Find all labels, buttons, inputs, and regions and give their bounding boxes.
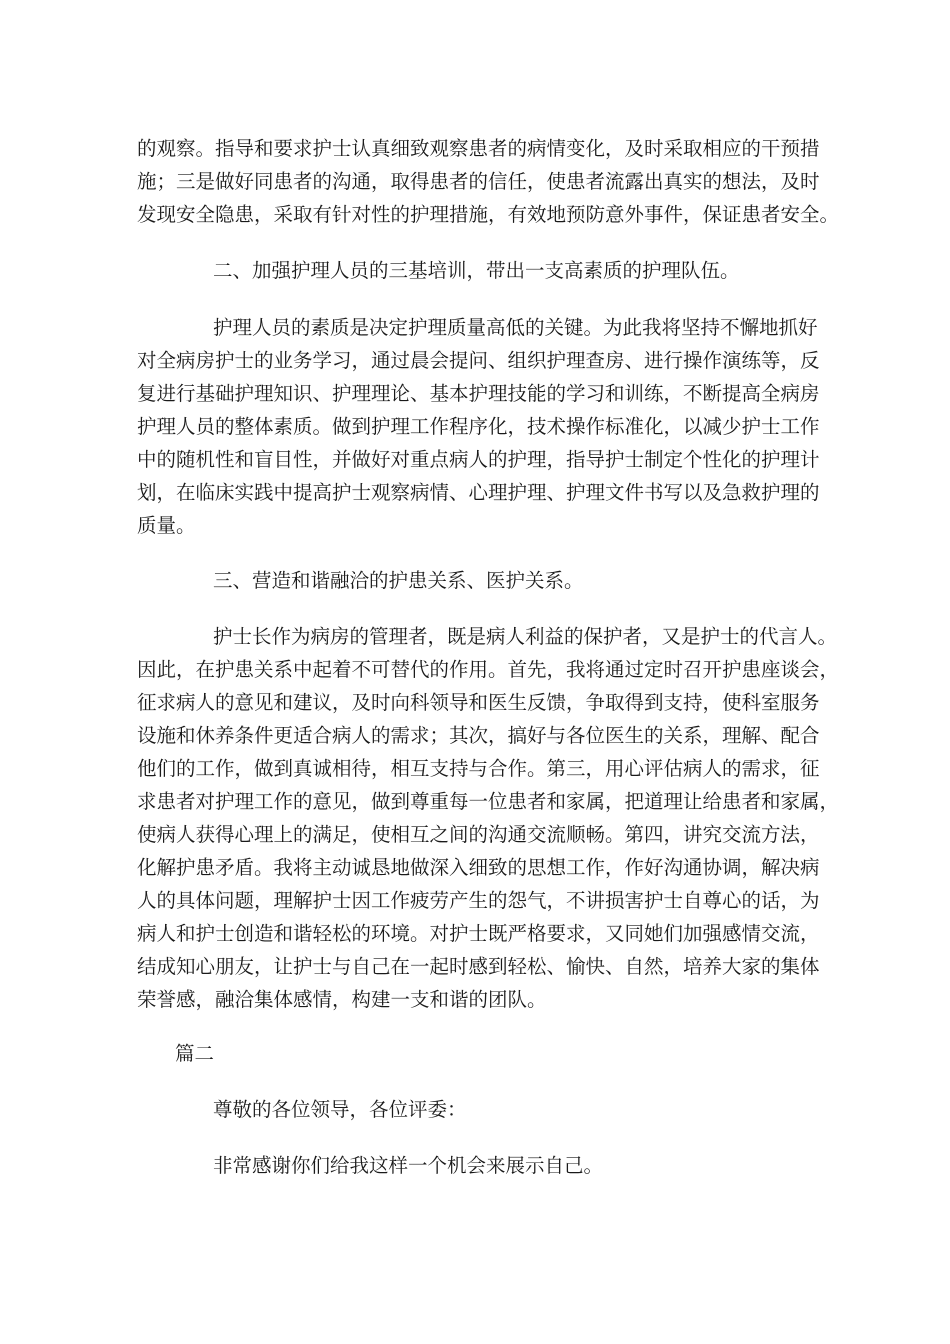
text-line: 非常感谢你们给我这样一个机会来展示自己。 — [213, 1154, 604, 1177]
text-line: 结成知心朋友，让护士与自己在一起时感到轻松、愉快、自然，培养大家的集体 — [137, 955, 820, 978]
text-line: 质量。 — [137, 514, 196, 537]
text-line: 发现安全隐患，采取有针对性的护理措施，有效地预防意外事件，保证患者安全。 — [137, 203, 840, 226]
text-line: 施；三是做好同患者的沟通，取得患者的信任，使患者流露出真实的想法，及时 — [137, 170, 820, 193]
text-line: 中的随机性和盲目性，并做好对重点病人的护理，指导护士制定个性化的护理计 — [137, 448, 820, 471]
text-line: 护理人员的素质是决定护理质量高低的关键。为此我将坚持不懈地抓好 — [213, 316, 818, 339]
salutation: 尊敬的各位领导，各位评委： — [213, 1098, 467, 1121]
text-line: 因此，在护患关系中起着不可替代的作用。首先，我将通过定时召开护患座谈会， — [137, 658, 840, 681]
text-line: 对全病房护士的业务学习，通过晨会提问、组织护理查房、进行操作演练等，反 — [137, 349, 820, 372]
text-line: 人的具体问题，理解护士因工作疲劳产生的怨气，不讲损害护士自尊心的话，为 — [137, 889, 820, 912]
section-heading: 二、加强护理人员的三基培训，带出一支高素质的护理队伍。 — [213, 259, 740, 282]
text-line: 划，在临床实践中提高护士观察病情、心理护理、护理文件书写以及急救护理的 — [137, 481, 820, 504]
text-line: 病人和护士创造和谐轻松的环境。对护士既严格要求，又同她们加强感情交流， — [137, 922, 820, 945]
text-line: 复进行基础护理知识、护理理论、基本护理技能的学习和训练，不断提高全病房 — [137, 382, 820, 405]
text-line: 护士长作为病房的管理者，既是病人利益的保护者，又是护士的代言人。 — [213, 625, 838, 648]
part-heading: 篇二 — [175, 1042, 215, 1065]
text-line: 护理人员的整体素质。做到护理工作程序化，技术操作标准化，以减少护士工作 — [137, 415, 820, 438]
text-line: 征求病人的意见和建议，及时向科领导和医生反馈，争取得到支持，使科室服务 — [137, 691, 820, 714]
text-line: 的观察。指导和要求护士认真细致观察患者的病情变化，及时采取相应的干预措 — [137, 137, 820, 160]
text-line: 他们的工作，做到真诚相待，相互支持与合作。第三，用心评估病人的需求，征 — [137, 757, 820, 780]
text-line: 化解护患矛盾。我将主动诚恳地做深入细致的思想工作，作好沟通协调，解决病 — [137, 856, 820, 879]
section-heading: 三、营造和谐融洽的护患关系、医护关系。 — [213, 569, 584, 592]
text-line: 使病人获得心理上的满足，使相互之间的沟通交流顺畅。第四，讲究交流方法， — [137, 823, 820, 846]
text-line: 设施和休养条件更适合病人的需求；其次，搞好与各位医生的关系，理解、配合 — [137, 724, 820, 747]
text-line: 荣誉感，融洽集体感情，构建一支和谐的团队。 — [137, 988, 547, 1011]
text-line: 求患者对护理工作的意见，做到尊重每一位患者和家属，把道理让给患者和家属， — [137, 790, 840, 813]
